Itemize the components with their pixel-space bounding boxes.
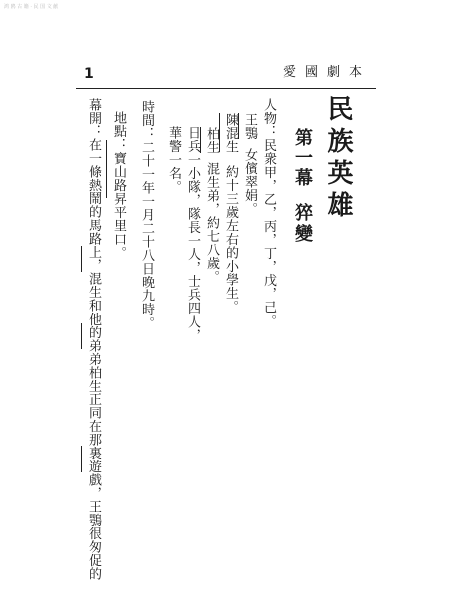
character-rule-bo bbox=[200, 127, 201, 153]
character-rule-chen bbox=[219, 113, 220, 152]
page-number: 1 bbox=[84, 66, 94, 82]
scene-rule-hunsheng bbox=[81, 246, 82, 272]
play-title: 民族英雄 bbox=[323, 95, 353, 223]
police-line: 華警一名。 bbox=[166, 126, 181, 194]
character-name-bo: 柏生 bbox=[204, 127, 219, 154]
act-number: 第一幕 bbox=[292, 128, 313, 188]
place-line: 地點：寶山路昇平里口。 bbox=[111, 111, 126, 260]
place-rule bbox=[106, 140, 107, 198]
scene-rule-bosheng bbox=[81, 323, 82, 349]
scene-opening-line: 幕開：在一條熱鬧的馬路上，混生和他的弟弟柏生正同在那裏遊戲，王鶚很匆促的 bbox=[86, 98, 101, 581]
running-title: 愛國劇本 bbox=[283, 65, 372, 80]
scene-rule-wang bbox=[81, 446, 82, 472]
character-desc-bo: 混生弟，約七八歲。 bbox=[204, 162, 219, 284]
act-title: 猝變 bbox=[292, 203, 313, 245]
character-name-chen: 陳混生 bbox=[223, 113, 238, 154]
character-desc-chen: 約十三歲左右的小學生。 bbox=[223, 165, 238, 314]
time-line: 時間：二十一年一月二十八日晚九時。 bbox=[139, 100, 154, 330]
character-desc-wang: 女儐翠娟。 bbox=[242, 148, 257, 216]
character-rule-wang bbox=[238, 113, 239, 139]
character-name-wang: 王鶚 bbox=[242, 113, 257, 140]
watermark: 鸿 鸥 古 籍 · 民 国 文 献 bbox=[4, 4, 59, 10]
characters-line: 人物：民衆甲，乙，丙，丁，戊，己。 bbox=[261, 98, 276, 328]
header-rule bbox=[76, 88, 376, 89]
soldiers-line: 日兵一小隊，隊長一人，士兵四人， bbox=[185, 126, 200, 342]
